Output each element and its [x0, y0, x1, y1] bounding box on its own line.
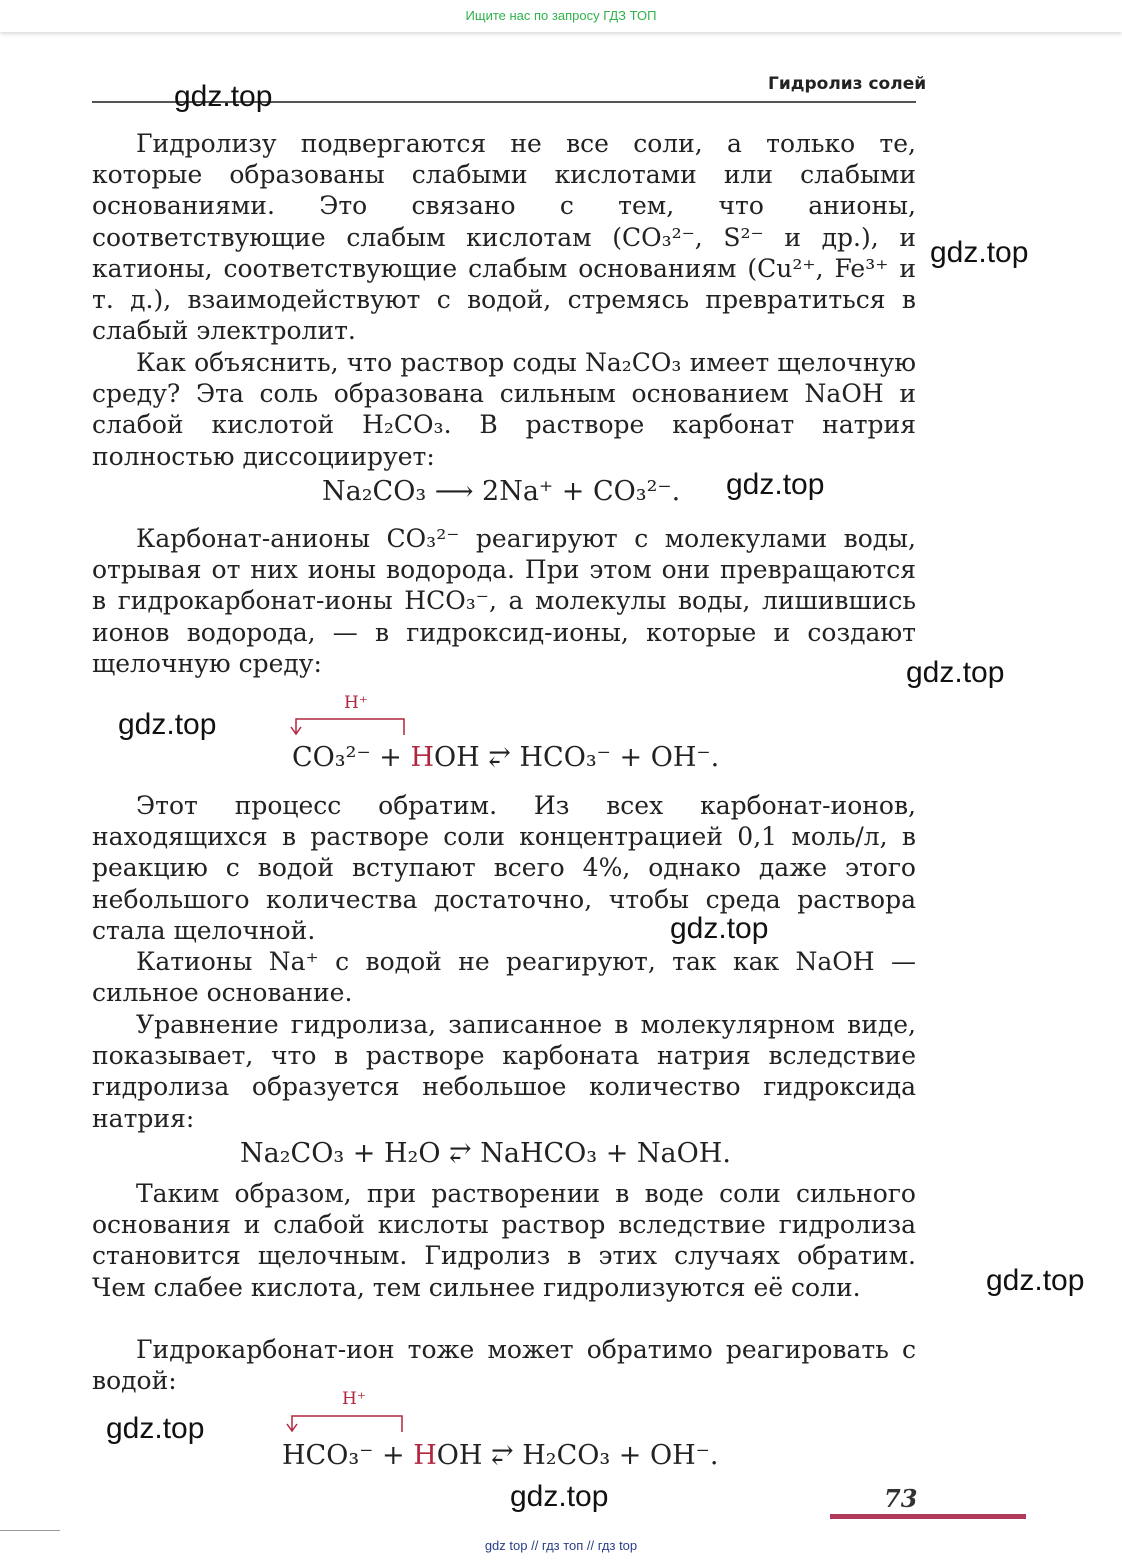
left-footer-rule: [0, 1530, 60, 1531]
page-number: 73: [884, 1484, 918, 1513]
footer-links[interactable]: gdz top // гдз топ // гдз top: [484, 1538, 638, 1553]
eq2-hydrogen: H: [410, 742, 435, 773]
watermark: gdz.top: [930, 236, 1029, 269]
eq2-right: OH ⥂ HCO₃⁻ + OH⁻.: [434, 742, 720, 773]
eq2-left: CO₃²⁻ +: [292, 742, 411, 773]
eq4-right: OH ⥂ H₂CO₃ + OH⁻.: [436, 1440, 719, 1471]
equation-bicarbonate-hydrolysis: [282, 1440, 719, 1471]
equation-molecular: Na₂CO₃ + H₂O ⥂ NaHCO₃ + NaOH.: [240, 1138, 731, 1169]
running-head: Гидролиз солей: [768, 74, 927, 94]
eq4-hydrogen: H: [413, 1440, 437, 1471]
page-number-rule: [830, 1514, 1026, 1519]
paragraph-4: Этот процесс обратим. Из всех карбонат-ионов, находящихся в растворе соли концентрацией 0,1 моль/л, в реакцию с водой вступают всего 4%, однако даже этого небольшого количества достаточно, чтобы среда раствора стала щелочной.: [92, 791, 916, 945]
top-banner-text: Ищите нас по запросу ГДЗ ТОП: [465, 8, 657, 23]
equation-carbonate-hydrolysis: [292, 742, 719, 773]
top-banner: [0, 0, 1122, 32]
paragraph-6: Уравнение гидролиза, записанное в молекулярном виде, показывает, что в растворе карбоната натрия вследствие гидролиза образуется небольшое количество гидроксида натрия:: [92, 1010, 916, 1133]
proton-transfer-bracket-2: [284, 1412, 408, 1436]
proton-transfer-bracket-1: [288, 715, 408, 739]
watermark: gdz.top: [174, 80, 273, 113]
watermark: gdz.top: [906, 656, 1005, 689]
watermark: gdz.top: [726, 468, 825, 501]
watermark: gdz.top: [986, 1264, 1085, 1297]
equation-dissociation: Na₂CO₃ ⟶ 2Na⁺ + CO₃²⁻.: [322, 476, 681, 507]
proton-label-1: H⁺: [344, 693, 368, 713]
paragraph-2: Как объяснить, что раствор соды Na₂CO₃ имеет щелочную среду? Эта соль образована сильным основанием NaOH и слабой кислотой H₂CO₃. В растворе карбонат натрия полностью диссоциирует:: [92, 348, 916, 471]
paragraph-8: Гидрокарбонат-ион тоже может обратимо реагировать с водой:: [92, 1335, 916, 1396]
paragraph-7: Таким образом, при растворении в воде соли сильного основания и слабой кислоты раствор вследствие гидролиза становится щелочным. Гидролиз в этих случаях обратим. Чем слабее кислота, тем сильнее гидролизуются её соли.: [92, 1179, 916, 1302]
proton-label-2: H⁺: [342, 1389, 366, 1409]
watermark: gdz.top: [106, 1412, 205, 1445]
watermark: gdz.top: [670, 912, 769, 945]
paragraph-5: Катионы Na⁺ с водой не реагируют, так как NaOH — сильное основание.: [92, 947, 916, 1008]
eq4-left: HCO₃⁻ +: [282, 1440, 414, 1471]
paragraph-1: Гидролизу подвергаются не все соли, а только те, которые образованы слабыми кислотами или слабыми основаниями. Это связано с тем, что анионы, соответствующие слабым кислотам (CO₃²⁻, S²⁻ и др.), и катионы, соответствующие слабым основаниям (Cu²⁺, Fe³⁺ и т. д.), взаимодействуют с водой, стремясь превратиться в слабый электролит.: [92, 129, 916, 346]
watermark: gdz.top: [118, 708, 217, 741]
watermark: gdz.top: [510, 1480, 609, 1513]
paragraph-3: Карбонат-анионы CO₃²⁻ реагируют с молекулами воды, отрывая от них ионы водорода. При этом они превращаются в гидрокарбонат-ионы HCO₃⁻, а молекулы воды, лишившись ионов водорода, — в гидроксид-ионы, которые и создают щелочную среду:: [92, 524, 916, 678]
